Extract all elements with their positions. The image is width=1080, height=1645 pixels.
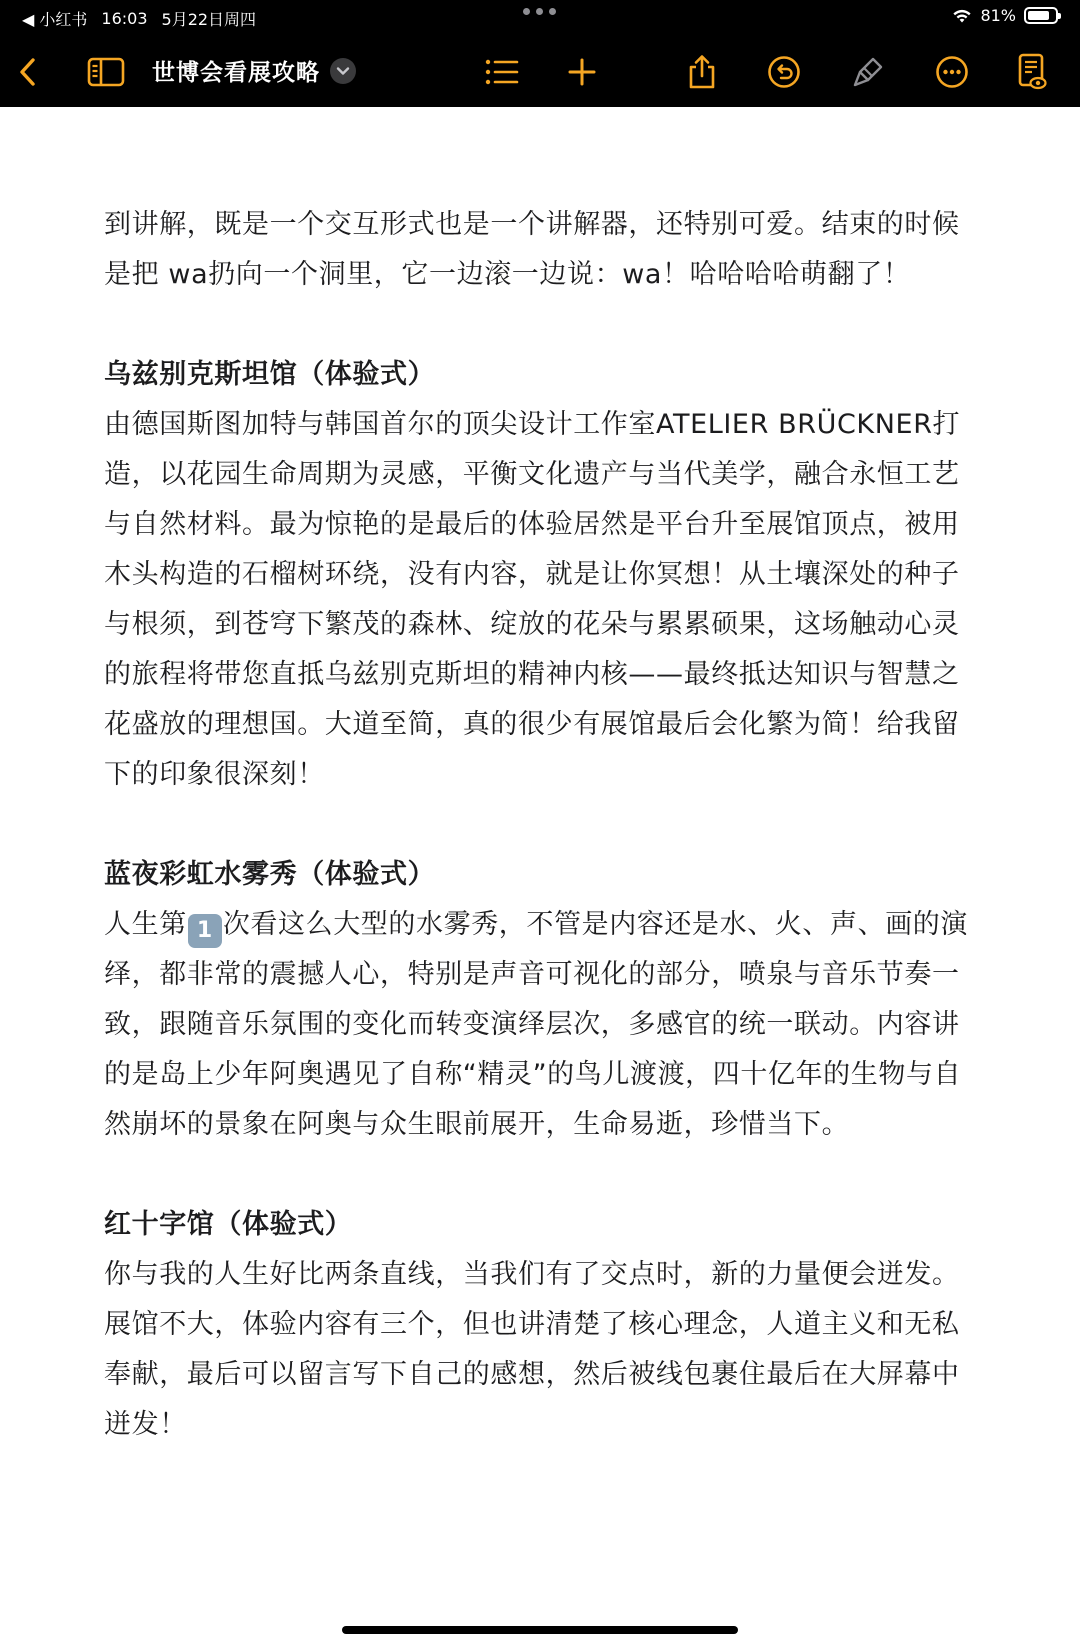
status-time: 16:03	[101, 9, 148, 28]
section-heading-uzbekistan: 乌兹别克斯坦馆（体验式）	[104, 359, 436, 390]
top-bar	[0, 0, 1080, 107]
view-mode-button[interactable]	[1010, 50, 1054, 94]
section-body-uzbekistan: 由德国斯图加特与韩国首尔的顶尖设计工作室ATELIER BRÜCKNER打造，以花园生命周期为灵感，平衡文化遗产与当代美学，融合永恒工艺与自然材料。最为惊艳的是最后的体验居然是平台升至展馆顶点，被用木头构造的石榴树环绕，没有内容，就是让你冥想！从土壤深处的种子与根须，到苍穹下繁茂的森林、绽放的花朵与累累硕果，这场触动心灵的旅程将带您直抵乌兹别克斯坦的精神内核——最终抵达知识与智慧之花盛放的理想国。大道至简，真的很少有展馆最后会化繁为简！给我留下的印象很深刻！	[104, 409, 961, 790]
document-view-icon	[1017, 53, 1047, 91]
section-body-water-mist-show	[104, 900, 984, 1150]
document-body[interactable]	[104, 200, 984, 1450]
section-heading-water-mist-show: 蓝夜彩虹水雾秀（体验式）	[104, 859, 436, 890]
wifi-icon	[952, 8, 972, 24]
status-right	[952, 6, 1058, 25]
list-button[interactable]	[480, 50, 524, 94]
back-to-app-link[interactable]: ◀ 小红书	[22, 10, 88, 29]
add-button[interactable]	[560, 50, 604, 94]
undo-button[interactable]	[762, 50, 806, 94]
status-date: 5月22日周四	[161, 10, 257, 29]
section-body-red-cross: 你与我的人生好比两条直线，当我们有了交点时，新的力量便会迸发。展馆不大，体验内容有三个，但也讲清楚了核心理念，人道主义和无私奉献，最后可以留言写下自己的感想，然后被线包裹住最后在大屏幕中迸发！	[104, 1259, 960, 1440]
ellipsis-icon	[935, 55, 969, 89]
battery-level	[1028, 11, 1049, 20]
back-button[interactable]	[6, 50, 50, 94]
body-text-rest: 次看这么大型的水雾秀，不管是内容还是水、火、声、画的演绎，都非常的震撼人心，特别是声音可视化的部分，喷泉与音乐节奏一致，跟随音乐氛围的变化而转变演绎层次，多感官的统一联动。内容讲的是岛上少年阿奥遇见了自称“精灵”的鸟儿渡渡，四十亿年的生物与自然崩坏的景象在阿奥与众生眼前展开，生命易逝，珍惜当下。	[104, 909, 969, 1140]
chevron-left-icon	[17, 57, 39, 87]
battery-percent: 81%	[980, 6, 1016, 25]
document-title-menu[interactable]	[152, 54, 356, 87]
markup-brush-icon	[851, 55, 885, 89]
home-indicator[interactable]	[342, 1626, 738, 1634]
sidebar-icon	[87, 57, 125, 87]
share-icon	[687, 54, 717, 90]
multitasking-dots-icon[interactable]	[523, 8, 556, 15]
body-text-start: 人生第	[104, 909, 187, 940]
markup-button[interactable]	[846, 50, 890, 94]
toolbar	[0, 42, 1080, 102]
title-menu-button[interactable]	[330, 58, 356, 84]
status-left	[22, 7, 256, 30]
battery-icon	[1024, 7, 1058, 24]
chevron-down-icon	[336, 66, 350, 76]
keycap-number-emoji: 1	[188, 914, 222, 948]
more-button[interactable]	[930, 50, 974, 94]
section-heading-red-cross: 红十字馆（体验式）	[104, 1209, 353, 1240]
undo-icon	[767, 55, 801, 89]
sidebar-button[interactable]	[84, 50, 128, 94]
intro-paragraph: 到讲解，既是一个交互形式也是一个讲解器，还特别可爱。结束的时候是把 wa扔向一个洞里，它一边滚一边说：wa！哈哈哈哈萌翻了！	[104, 209, 960, 290]
share-button[interactable]	[680, 50, 724, 94]
list-icon	[485, 59, 519, 85]
status-bar	[0, 0, 1080, 34]
plus-icon	[567, 57, 597, 87]
document-title: 世博会看展攻略	[152, 60, 320, 86]
